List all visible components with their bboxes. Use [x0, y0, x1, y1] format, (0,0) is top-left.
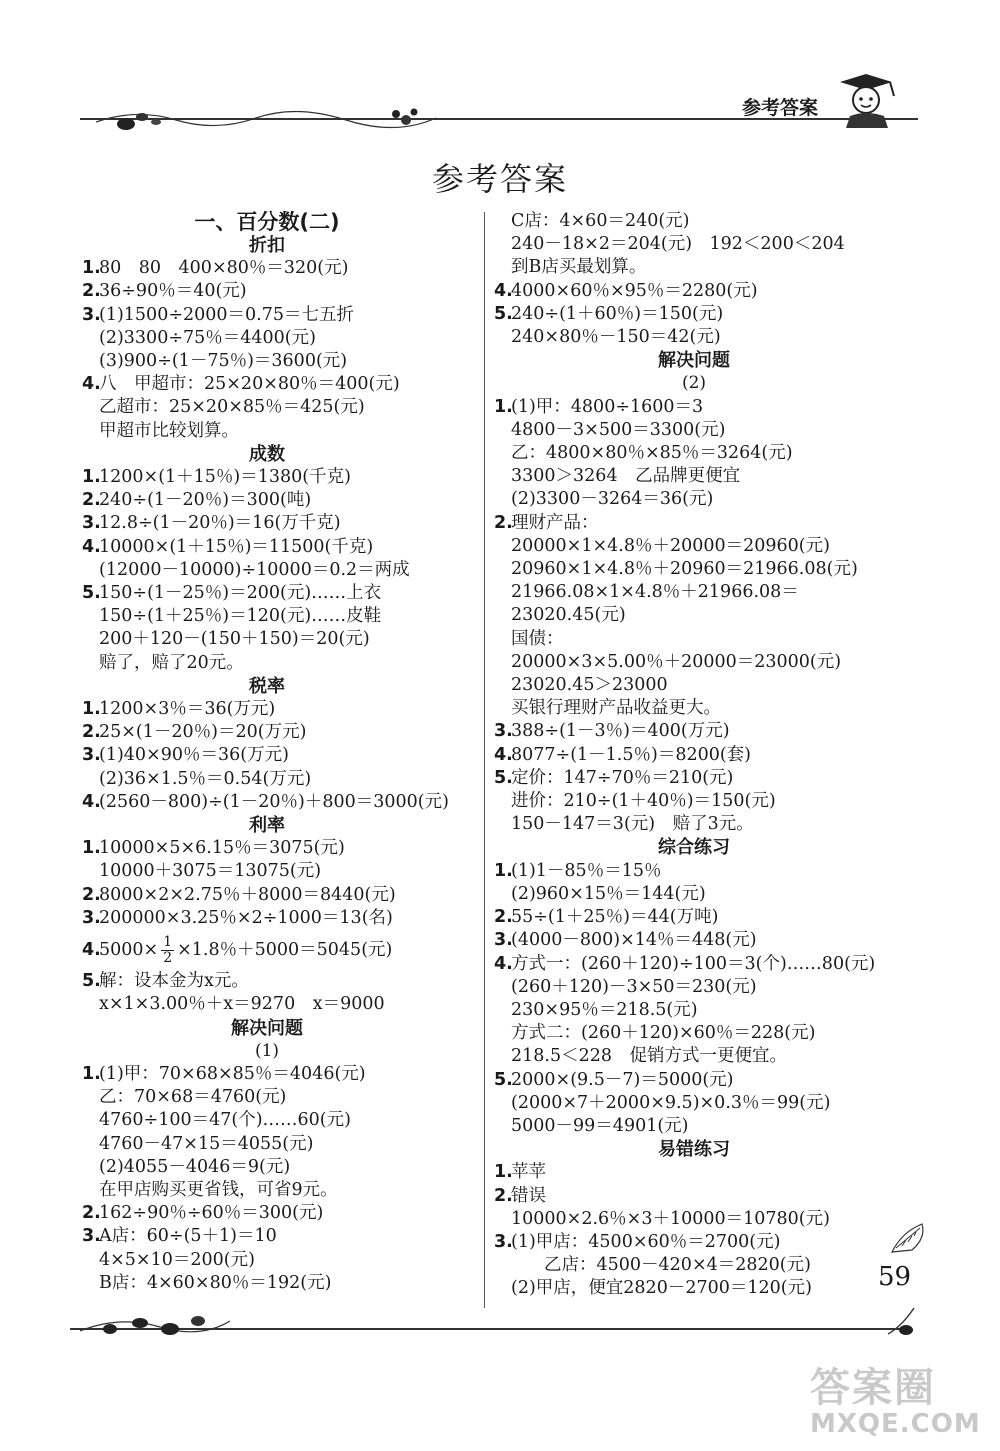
section-heading: 成数	[249, 443, 285, 465]
item-number: 2.	[82, 722, 101, 743]
answer-line: x×1×3.00％＋x＝9270 x＝9000	[99, 994, 385, 1015]
item-text: (1)40×90％＝36(万元)	[99, 745, 289, 766]
item-number: 4.	[82, 374, 101, 395]
item-text: 10000×5×6.15％＝3075(元)	[99, 838, 345, 859]
section-heading: 一、百分数(二)	[194, 210, 340, 234]
item-text: (1)甲：70×68×85％＝4046(元)	[99, 1063, 366, 1084]
item-number: 2.	[494, 1185, 513, 1206]
item-number: 2.	[494, 512, 513, 533]
item-number: 5.	[494, 303, 513, 324]
item-number: 2.	[494, 907, 513, 928]
item-text: (1)1－85％＝15％	[511, 860, 662, 881]
item-number: 1.	[82, 1063, 101, 1084]
answer-line: 到B店买最划算。	[511, 257, 647, 278]
answer-line: 230×95％＝218.5(元)	[511, 999, 698, 1020]
answer-line: 国债：	[511, 628, 564, 649]
item-number: 3.	[82, 1226, 101, 1247]
item-text: 388÷(1－3％)＝400(万元)	[511, 721, 730, 742]
item-text: 12.8÷(1－20％)＝16(万千克)	[99, 513, 341, 534]
answer-line: 20000×3×5.00％＋20000＝23000(元)	[511, 651, 842, 672]
item-text: (1)甲：4800÷1600＝3	[511, 396, 704, 417]
answer-item	[494, 1231, 894, 1254]
column-divider	[484, 212, 485, 1308]
item-text: 36÷90％＝40(元)	[99, 281, 247, 302]
item-text: 80 80 400×80％＝320(元)	[99, 258, 349, 279]
answer-line: 乙：4800×80％×85％＝3264(元)	[511, 443, 793, 464]
answer-line: (3)900÷(1－75％)＝3600(元)	[99, 351, 348, 372]
answer-item	[82, 582, 452, 605]
item-number: 3.	[494, 930, 513, 951]
answer-line: 乙超市：25×20×85％＝425(元)	[99, 397, 365, 418]
answer-line: 3300＞3264 乙品牌更便宜	[511, 466, 741, 487]
item-number: 5.	[82, 971, 101, 992]
item-number: 4.	[82, 940, 101, 961]
item-number: 3.	[82, 745, 101, 766]
answer-item	[82, 489, 452, 512]
answer-line: 乙：70×68＝4760(元)	[99, 1087, 287, 1108]
answer-item	[82, 884, 452, 907]
item-number: 1.	[82, 467, 101, 488]
item-number: 1.	[82, 838, 101, 859]
item-number: 2.	[82, 490, 101, 511]
item-number: 5.	[82, 583, 101, 604]
footer-vine-ornament	[80, 1305, 230, 1345]
answer-line: 方式二：(260＋120)×60％＝228(元)	[511, 1023, 816, 1044]
answer-line: 10000×2.6％×3＋10000＝10780(元)	[511, 1208, 830, 1229]
answer-item	[494, 929, 894, 952]
answer-item	[82, 930, 452, 970]
item-text: (1)1500÷2000＝0.75＝七五折	[99, 304, 354, 325]
left-column	[82, 210, 452, 1295]
answer-item	[494, 303, 894, 326]
answer-line: (2)甲店，便宜2820－2700＝120(元)	[511, 1278, 812, 1299]
item-number: 4.	[82, 536, 101, 557]
item-text: 苹苹	[511, 1162, 546, 1183]
answer-item	[82, 698, 452, 721]
page-title: 参考答案	[431, 160, 568, 198]
answer-line: 10000＋3075＝13075(元)	[99, 861, 322, 882]
answer-line: 20960×1×4.8％＋20960＝21966.08(元)	[511, 559, 858, 580]
answer-item	[82, 1225, 452, 1248]
item-number: 4.	[494, 280, 513, 301]
answer-item	[494, 767, 894, 790]
item-text: 方式一：(260＋120)÷100＝3(个)……80(元)	[511, 953, 876, 974]
answer-line: (2)36×1.5％＝0.54(万元)	[99, 768, 312, 789]
item-number: 2.	[82, 1203, 101, 1224]
answer-item	[82, 970, 452, 993]
subsection-label: (2)	[681, 373, 707, 394]
item-text: ×1.8％＋5000＝5045(元)	[177, 940, 393, 961]
fraction-numerator: 1	[163, 934, 173, 951]
answer-line: (2)4055－4046＝9(元)	[99, 1156, 291, 1177]
item-text: 55÷(1＋25％)＝44(万吨)	[511, 907, 719, 928]
right-column	[494, 210, 894, 1301]
item-text: 2000×(9.5－7)＝5000(元)	[511, 1069, 734, 1090]
section-heading: 折扣	[249, 235, 285, 256]
answer-line: 218.5＜228 促销方式一更便宜。	[511, 1046, 788, 1067]
answer-line: 进价：210÷(1＋40％)＝150(元)	[511, 791, 776, 812]
item-text: (2560－800)÷(1－20％)＋800＝3000(元)	[99, 791, 449, 812]
item-text: A店：60÷(5＋1)＝10	[99, 1226, 277, 1247]
answer-item	[82, 1063, 452, 1086]
item-text: 8000×2×2.75％＋8000＝8440(元)	[99, 884, 396, 905]
answer-line: 23020.45(元)	[511, 605, 626, 626]
fraction	[161, 935, 174, 966]
answer-line: (2)3300÷75％＝4400(元)	[99, 327, 316, 348]
answer-line: 4×5×10＝200(元)	[99, 1249, 255, 1270]
item-text: 5000×	[99, 940, 159, 961]
item-text: 4000×60％×95％＝2280(元)	[511, 280, 758, 301]
item-text: 200000×3.25％×2÷1000＝13(名)	[99, 907, 393, 928]
answer-line: 240×80％－150＝42(元)	[511, 327, 721, 348]
answer-line: (2)3300－3264＝36(元)	[511, 489, 714, 510]
item-text: 240÷(1＋60％)＝150(元)	[511, 303, 724, 324]
item-number: 1.	[82, 258, 101, 279]
answer-item	[82, 536, 452, 559]
item-number: 2.	[82, 884, 101, 905]
answer-item	[82, 257, 452, 280]
item-number: 2.	[82, 281, 101, 302]
answer-line: B店：4×60×80％＝192(元)	[99, 1272, 332, 1293]
item-text: 理财产品：	[511, 512, 599, 533]
item-number: 3.	[82, 304, 101, 325]
answer-line: 4760－47×15＝4055(元)	[99, 1133, 314, 1154]
section-heading: 税率	[249, 675, 285, 697]
item-text: 162÷90％÷60％＝300(元)	[99, 1203, 324, 1224]
footer-right-ornament	[884, 1300, 924, 1340]
answer-item	[494, 1161, 894, 1184]
section-heading: 综合练习	[658, 837, 730, 859]
answer-line: 20000×1×4.8％＋20000＝20960(元)	[511, 535, 830, 556]
item-number: 3.	[82, 513, 101, 534]
answer-item	[494, 906, 894, 929]
answer-item	[82, 1202, 452, 1225]
item-text: 240÷(1－20％)＝300(吨)	[99, 490, 312, 511]
header-vine-ornament	[96, 100, 436, 136]
item-number: 5.	[494, 767, 513, 788]
answer-item	[494, 720, 894, 743]
answer-item	[82, 744, 452, 767]
answer-item	[82, 373, 452, 396]
answer-line: (2)960×15％＝144(元)	[511, 883, 706, 904]
answer-line: (12000－10000)÷10000＝0.2＝两成	[99, 559, 410, 580]
answer-line: 21966.08×1×4.8％＋21966.08＝	[511, 582, 799, 603]
answer-item	[82, 837, 452, 860]
page-number: 59	[878, 1262, 912, 1292]
answer-line: 5000－99＝4901(元)	[511, 1115, 689, 1136]
item-text: (4000－800)×14％＝448(元)	[511, 930, 757, 951]
answer-item	[82, 280, 452, 303]
answer-item	[494, 1185, 894, 1208]
answer-item	[494, 1069, 894, 1092]
answer-item	[494, 396, 894, 419]
item-number: 1.	[82, 699, 101, 720]
answer-line: 150÷(1＋25％)＝120(元)……皮鞋	[99, 606, 382, 627]
answer-item	[82, 791, 452, 814]
section-heading: 利率	[249, 815, 285, 837]
item-text: 定价：147÷70％＝210(元)	[511, 767, 734, 788]
page-number-leaf-ornament	[882, 1212, 942, 1262]
answer-line: 买银行理财产品收益更大。	[511, 698, 721, 719]
item-number: 1.	[494, 1162, 513, 1183]
item-number: 3.	[494, 1231, 513, 1252]
answer-line: 甲超市比较划算。	[99, 420, 239, 441]
watermark-line1: 答案圈	[810, 1365, 936, 1411]
section-heading: 解决问题	[231, 1017, 303, 1039]
item-text: (1)甲店：4500×60％＝2700(元)	[511, 1231, 781, 1252]
answer-item	[494, 744, 894, 767]
answer-line: 在甲店购买更省钱，可省9元。	[99, 1179, 338, 1200]
answer-line: 240－18×2＝204(元) 192＜200＜204	[511, 234, 845, 255]
answer-item	[494, 953, 894, 976]
item-text: 错误	[511, 1185, 546, 1206]
answer-line: (260＋120)－3×50＝230(元)	[511, 976, 757, 997]
item-number: 4.	[494, 953, 513, 974]
item-number: 4.	[82, 791, 101, 812]
answer-item	[82, 304, 452, 327]
header-label: 参考答案	[742, 97, 819, 119]
graduate-mascot-icon	[832, 72, 902, 132]
item-text: 八 甲超市：25×20×80％＝400(元)	[99, 374, 400, 395]
item-text: 25×(1－20％)＝20(万元)	[99, 722, 307, 743]
item-number: 5.	[494, 1069, 513, 1090]
answer-line: 赔了，赔了20元。	[99, 652, 244, 673]
watermark	[810, 1356, 981, 1439]
answer-item	[82, 512, 452, 535]
item-number: 4.	[494, 744, 513, 765]
answer-line: 4800－3×500＝3300(元)	[511, 419, 726, 440]
item-text: 10000×(1＋15％)＝11500(千克)	[99, 536, 374, 557]
answer-line: 4760÷100＝47(个)……60(元)	[99, 1110, 351, 1131]
section-heading: 解决问题	[658, 350, 730, 372]
answer-item	[494, 512, 894, 535]
answer-line: (2000×7＋2000×9.5)×0.3％＝99(元)	[511, 1092, 831, 1113]
watermark-line2: MXQE.COM	[810, 1409, 981, 1439]
item-text: 1200×(1＋15％)＝1380(千克)	[99, 467, 351, 488]
answer-line: 200＋120－(150＋150)＝20(元)	[99, 629, 370, 650]
answer-line: 乙店：4500－420×4＝2820(元)	[544, 1255, 811, 1276]
section-heading: 易错练习	[658, 1139, 730, 1161]
fraction-denominator: 2	[163, 950, 173, 967]
item-text: 8077÷(1－1.5％)＝8200(套)	[511, 744, 752, 765]
answer-item	[82, 466, 452, 489]
item-number: 1.	[494, 396, 513, 417]
answer-item	[494, 280, 894, 303]
subsection-label: (1)	[254, 1040, 280, 1061]
answer-line: 150－147＝3(元) 赔了3元。	[511, 814, 754, 835]
item-number: 3.	[494, 721, 513, 742]
item-number: 1.	[494, 860, 513, 881]
answer-line: 23020.45＞23000	[511, 675, 668, 696]
item-text: 1200×3％＝36(万元)	[99, 699, 276, 720]
item-text: 解：设本金为x元。	[99, 971, 249, 992]
answer-item	[82, 907, 452, 930]
item-number: 3.	[82, 907, 101, 928]
answer-line: C店：4×60＝240(元)	[511, 211, 690, 231]
answer-item	[494, 860, 894, 883]
item-text: 150÷(1－25％)＝200(元)……上衣	[99, 583, 382, 604]
answer-item	[82, 721, 452, 744]
